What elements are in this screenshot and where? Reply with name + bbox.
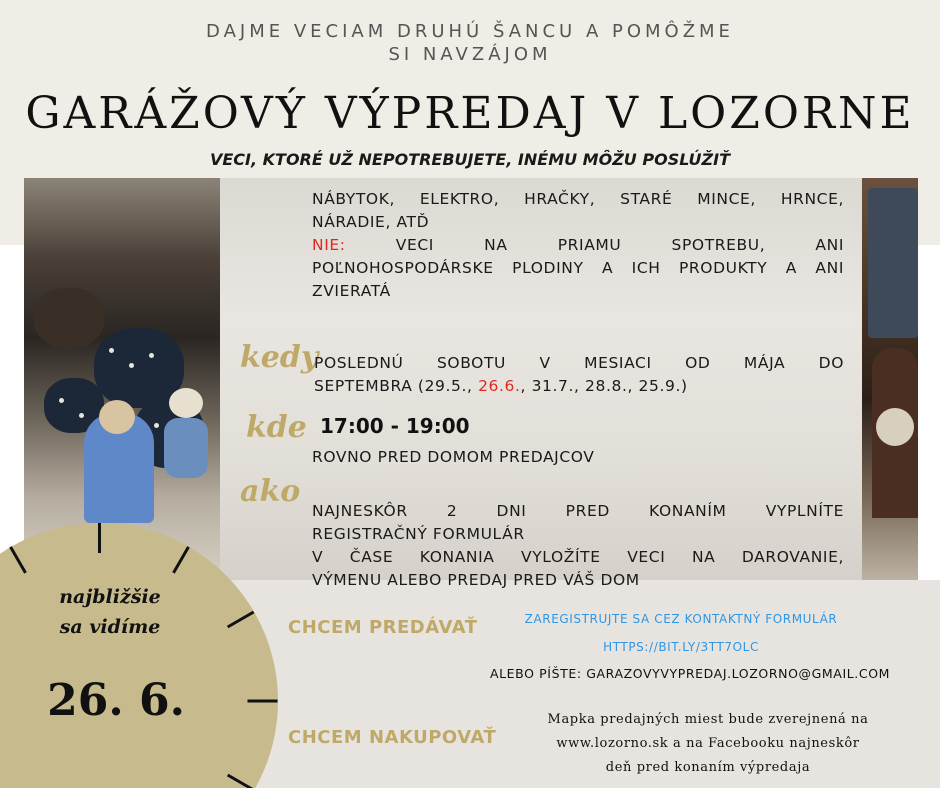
label-kde: kde xyxy=(246,410,307,445)
clock-tick xyxy=(248,700,278,703)
where-text: ROVNO PRED DOMOM PREDAJCOV xyxy=(312,448,595,466)
register-link[interactable]: ZAREGISTRUJTE SA CEZ KONTAKTNÝ FORMULÁR xyxy=(524,612,838,626)
clock-tick xyxy=(227,611,254,629)
when-block xyxy=(314,352,844,398)
clock-caption-line-1: najbližšie xyxy=(59,586,161,608)
buy-heading: CHCEM NAKUPOVAŤ xyxy=(288,727,497,748)
tagline-line-2: SI NAVZÁJOM xyxy=(388,44,552,65)
tagline-line-1: DAJME VECIAM DRUHÚ ŠANCU A POMÔŽME xyxy=(206,21,734,42)
when-line-2-b: , 31.7., 28.8., 25.9.) xyxy=(520,377,688,395)
clock-tick xyxy=(9,546,27,573)
nie-line-1-text: VECI NA PRIAMU SPOTREBU, ANI xyxy=(345,236,844,254)
clock-tick xyxy=(98,523,101,553)
how-line-4: VÝMENU ALEBO PREDAJ PRED VÁŠ DOM xyxy=(312,571,640,589)
buy-info-line-3: deň pred konaním výpredaja xyxy=(605,760,811,775)
email-line: ALEBO PÍŠTE: GARAZOVYVYPREDAJ.LOZORNO@GMAIL.COM xyxy=(489,666,891,681)
tagline xyxy=(0,20,940,66)
clock-caption xyxy=(0,582,220,642)
when-line-1: POSLEDNÚ SOBOTU V MESIACI OD MÁJA DO xyxy=(314,354,844,372)
buy-info-line-1: Mapka predajných miest bude zverejnená na xyxy=(547,712,869,727)
how-block xyxy=(312,500,844,592)
photo-cups-image xyxy=(24,178,220,578)
items-line-2: NÁRADIE, ATĎ xyxy=(312,213,430,231)
when-line-2 xyxy=(314,375,844,398)
clock-caption-line-2: sa vidíme xyxy=(59,616,161,638)
label-ako: ako xyxy=(240,474,301,509)
nie-line-3: ZVIERATÁ xyxy=(312,282,391,300)
sell-heading: CHCEM PREDÁVAŤ xyxy=(288,617,478,638)
when-line-2-a: SEPTEMBRA (29.5., xyxy=(314,377,479,395)
nie-line-2: POĽNOHOSPODÁRSKE PLODINY A ICH PRODUKTY A ANI xyxy=(312,259,844,277)
items-line-1: NÁBYTOK, ELEKTRO, HRAČKY, STARÉ MINCE, HRNCE, xyxy=(312,190,844,208)
items-block xyxy=(312,188,844,303)
highlight-date: 26.6. xyxy=(478,377,521,395)
label-kedy: kedy xyxy=(240,340,319,375)
nie-line-1 xyxy=(312,234,844,257)
photo-cognac-image xyxy=(862,178,918,580)
clock-tick xyxy=(227,774,254,788)
form-url-link[interactable]: HTTPS://BIT.LY/3TT7OLC xyxy=(603,640,759,654)
how-line-3: V ČASE KONANIA VYLOŽÍTE VECI NA DAROVANIE, xyxy=(312,548,844,566)
nie-label: NIE: xyxy=(312,236,346,254)
page-title: GARÁŽOVÝ VÝPREDAJ V LOZORNE xyxy=(25,88,915,139)
buy-info-line-2: www.lozorno.sk a na Facebooku najneskôr xyxy=(556,736,860,751)
next-date: 26. 6. xyxy=(47,675,185,726)
buy-info xyxy=(508,708,908,780)
clock-tick xyxy=(172,546,190,573)
subtitle: VECI, KTORÉ UŽ NEPOTREBUJETE, INÉMU MÔŽU POSLÚŽIŤ xyxy=(209,150,730,169)
how-line-1: NAJNESKÔR 2 DNI PRED KONANÍM VYPLNÍTE xyxy=(312,502,844,520)
where-block xyxy=(312,446,844,469)
how-line-2: REGISTRAČNÝ FORMULÁR xyxy=(312,525,525,543)
event-time: 17:00 - 19:00 xyxy=(320,414,470,438)
